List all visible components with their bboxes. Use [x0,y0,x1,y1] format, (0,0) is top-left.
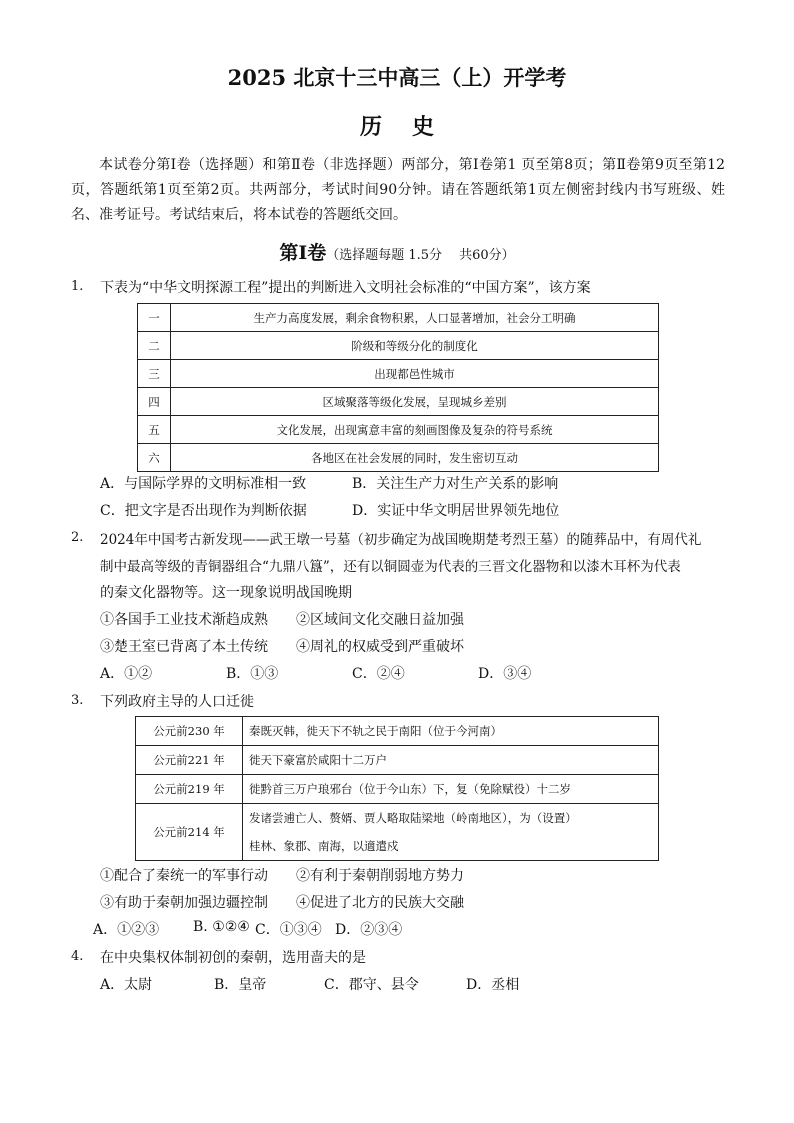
table-row [136,717,659,746]
question-stem-line: 制中最高等级的青铜器组合“九鼎八簋”，还有以铜圆壶为代表的三晋文化器物和以漆木耳杯为代表 [100,559,681,575]
table-row [138,360,659,388]
question-number: 3. [71,693,84,708]
table-cell: 公元前230 年 [136,717,243,746]
table-cell-line: 桂林、象郡、南海，以適遣戍 [249,839,399,853]
table-cell-line: 发诸尝逋亡人、赘婿、贾人略取陆梁地（岭南地区），为（设置） [249,811,577,825]
statement-2: ②区域间文化交融日益加强 [296,612,464,628]
option-d[interactable]: D．实证中华文明居世界领先地位 [352,503,560,519]
table-cell: 区域聚落等级化发展，呈现城乡差别 [171,388,659,416]
option-b[interactable]: B. ①②④ [193,919,250,935]
table-cell: 公元前214 年 [136,804,243,861]
statement-1: ①配合了秦统一的军事行动 [100,868,268,884]
table-row [136,804,659,861]
table-cell: 公元前219 年 [136,775,243,804]
section-name: 第Ⅰ卷 [279,242,327,264]
option-d[interactable]: D．②③④ [335,922,403,938]
question-number: 2. [71,530,84,545]
option-a[interactable]: A．①②③ [93,922,160,938]
table-cell: 六 [138,444,171,472]
table-row [138,388,659,416]
option-a[interactable]: A．太尉 [100,977,153,993]
table-row [138,332,659,360]
table-row [136,775,659,804]
table-cell: 秦既灭韩，徙天下不轨之民于南阳（位于今河南） [243,717,659,746]
question-stem-line: 2024年中国考古新发现——武王墩一号墓（初步确定为战国晚期楚考烈王墓）的随葬品中，有周代礼 [100,532,702,548]
table-row [138,304,659,332]
table-cell: 各地区在社会发展的同时，发生密切互动 [171,444,659,472]
table-cell: 生产力高度发展，剩余食物积累，人口显著增加，社会分工明确 [171,304,659,332]
table-cell: 一 [138,304,171,332]
table-cell: 五 [138,416,171,444]
table-cell: 徙黔首三万户琅邪台（位于今山东）下，复（免除赋役）十二岁 [243,775,659,804]
statement-3: ③有助于秦朝加强边疆控制 [100,895,268,911]
statement-1: ①各国手工业技术渐趋成熟 [100,612,268,628]
q3-table [135,716,659,861]
option-b[interactable]: B．关注生产力对生产关系的影响 [352,476,559,492]
question-number: 4. [71,949,84,964]
statement-4: ④促进了北方的民族大交融 [296,895,464,911]
question-stem: 下列政府主导的人口迁徙 [100,694,254,710]
option-c[interactable]: C．郡守、县令 [324,977,419,993]
question-stem: 下表为“中华文明探源工程”提出的判断进入文明社会标准的“中国方案”，该方案 [100,280,591,296]
statement-2: ②有利于秦朝削弱地方势力 [296,868,464,884]
table-cell: 公元前221 年 [136,746,243,775]
statement-4: ④周礼的权威受到严重破坏 [296,639,464,655]
table-row [138,416,659,444]
table-cell: 四 [138,388,171,416]
table-cell: 二 [138,332,171,360]
table-cell: 文化发展，出现寓意丰富的刻画图像及复杂的符号系统 [171,416,659,444]
subject-title: 历史 [359,114,464,140]
option-c[interactable]: C．①③④ [255,922,322,938]
option-a[interactable]: A．与国际学界的文明标准相一致 [100,476,307,492]
table-cell: 出现都邑性城市 [171,360,659,388]
question-stem: 在中央集权体制初创的秦朝，选用啬夫的是 [100,950,366,966]
option-d[interactable]: D．丞相 [466,977,520,993]
option-c[interactable]: C．把文字是否出现作为判断依据 [100,503,307,519]
question-stem-line: 的秦文化器物等。这一现象说明战国晚期 [100,585,352,601]
table-cell: 徙天下豪富於咸阳十二万户 [243,746,659,775]
option-c[interactable]: C．②④ [352,666,405,682]
table-cell: 阶级和等级分化的制度化 [171,332,659,360]
exam-instructions: 本试卷分第Ⅰ卷（选择题）和第Ⅱ卷（非选择题）两部分，第Ⅰ卷第1 页至第8页；第Ⅱ卷第9页至第12页，答题纸第1页至第2页。共两部分，考试时间90分钟。请在答题纸第1页左侧密封线内书写班级、姓名、准考证号。考试结束后，将本试卷的答题纸交回。 [71,157,725,223]
exam-title: 2025 北京十三中高三（上）开学考 [227,65,567,90]
table-row [136,746,659,775]
table-cell [243,804,659,861]
option-b[interactable]: B．皇帝 [214,977,267,993]
section-heading [0,238,794,265]
statement-3: ③楚王室已背离了本土传统 [100,639,268,655]
section-note: （选择题每题 1.5分 共60分） [326,248,515,263]
option-b[interactable]: B．①③ [226,666,279,682]
table-row [138,444,659,472]
option-a[interactable]: A．①② [100,666,153,682]
question-number: 1. [71,279,84,294]
q1-table [137,303,659,472]
table-cell: 三 [138,360,171,388]
option-d[interactable]: D．③④ [478,666,532,682]
